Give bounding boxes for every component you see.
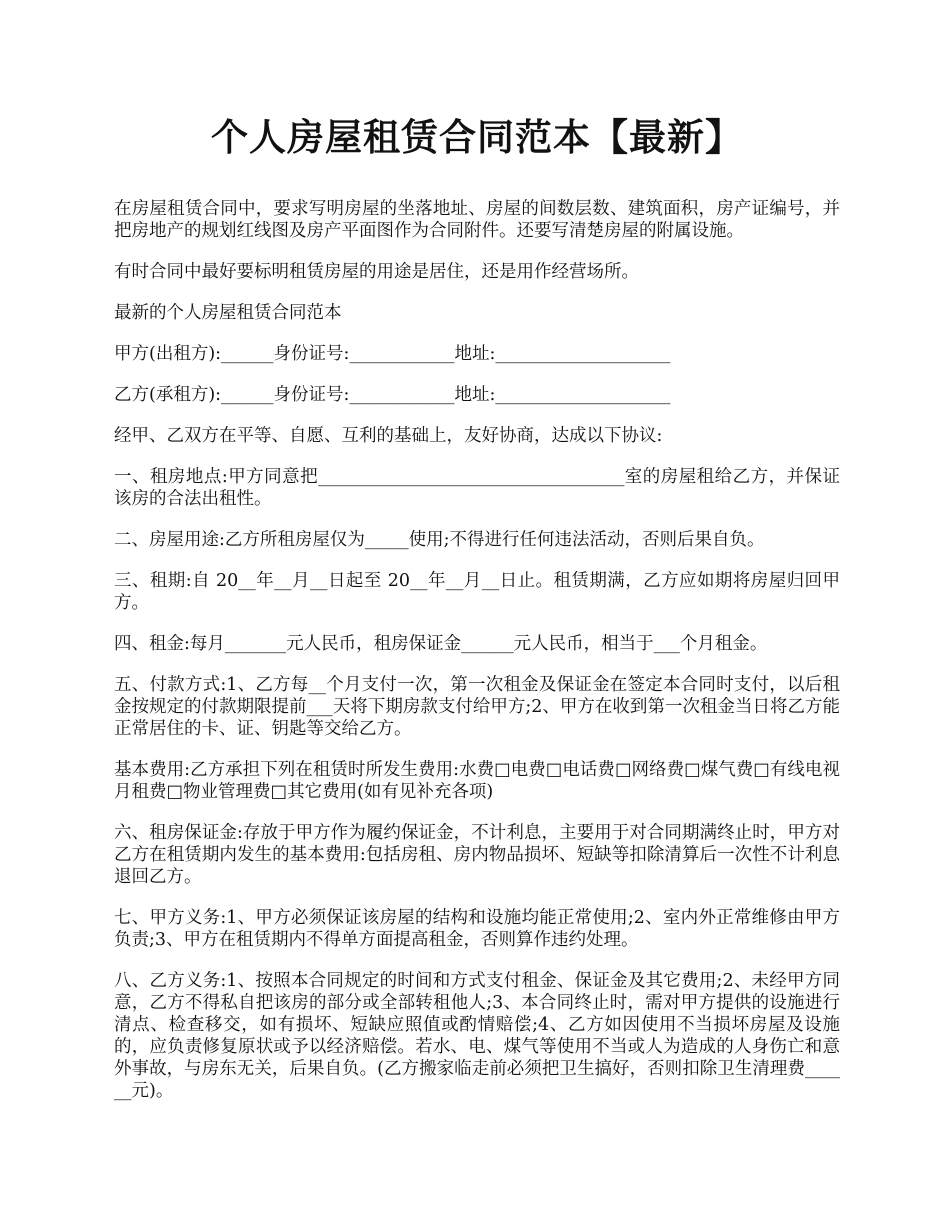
page-title: 个人房屋租赁合同范本【最新】 (211, 115, 743, 159)
clause-term: 三、租期:自 20__年__月__日起至 20__年__月__日止。租赁期满，乙方应如期将房屋归回甲方。 (114, 571, 840, 613)
party-b-line: 乙方(承租方):______身份证号:____________地址:____________________ (114, 385, 671, 405)
party-a-line: 甲方(出租方):______身份证号:____________地址:____________________ (114, 344, 671, 364)
clause-deposit: 六、租房保证金:存放于甲方作为履约保证金，不计利息，主要用于对合同期满终止时，甲方对乙方在租赁期内发生的基本费用:包括房租、房内物品损坏、短缺等扣除清算后一次性不计利息退回乙方。 (114, 823, 840, 887)
template-heading: 最新的个人房屋租赁合同范本 (114, 303, 342, 323)
intro-paragraph: 在房屋租赁合同中，要求写明房屋的坐落地址、房屋的间数层数、建筑面积，房产证编号，并把房地产的规划红线图及房产平面图作为合同附件。还要写清楚房屋的附属设施。 (114, 199, 840, 241)
clause-payment: 五、付款方式:1、乙方每__个月支付一次，第一次租金及保证金在签定本合同时支付，以后租金按规定的付款期限提前___天将下期房款支付给甲方;2、甲方在收到第一次租金当日将乙方能正常居住的卡、证、钥匙等交给乙方。 (114, 675, 840, 739)
clause-location: 一、租房地点:甲方同意把___________________________________室的房屋租给乙方，并保证该房的合法出租性。 (114, 467, 840, 509)
agreement-preamble: 经甲、乙双方在平等、自愿、互利的基础上，友好协商，达成以下协议: (114, 426, 663, 446)
clause-tenant-duties: 八、乙方义务:1、按照本合同规定的时间和方式支付租金、保证金及其它费用;2、未经甲方同意，乙方不得私自把该房的部分或全部转租他人;3、本合同终止时，需对甲方提供的设施进行清点、检查移交，如有损坏、短缺应照值或酌情赔偿;4、乙方如因使用不当损坏房屋及设施的，应负责修复原状或予以经济赔偿。若水、电、煤气等使用不当或人为造成的人身伤亡和意外事故，与房东无关，后果自负。(乙方搬家临走前必须把卫生搞好，否则扣除卫生清理费______元)。 (114, 971, 840, 1101)
clause-landlord-duties: 七、甲方义务:1、甲方必须保证该房屋的结构和设施均能正常使用;2、室内外正常维修由甲方负责;3、甲方在租赁期内不得单方面提高租金，否则算作违约处理。 (114, 908, 840, 950)
document-page (114, 112, 840, 1121)
clause-basic-fees: 基本费用:乙方承担下列在租赁时所发生费用:水费□电费□电话费□网络费□煤气费□有线电视月租费□物业管理费□其它费用(如有见补充各项) (114, 760, 840, 802)
usage-note-paragraph: 有时合同中最好要标明租赁房屋的用途是居住，还是用作经营场所。 (114, 262, 639, 282)
clause-usage: 二、房屋用途:乙方所租房屋仅为_____使用;不得进行任何违法活动，否则后果自负。 (114, 530, 765, 550)
clause-rent: 四、租金:每月_______元人民币，租房保证金______元人民币，相当于___个月租金。 (114, 634, 768, 654)
